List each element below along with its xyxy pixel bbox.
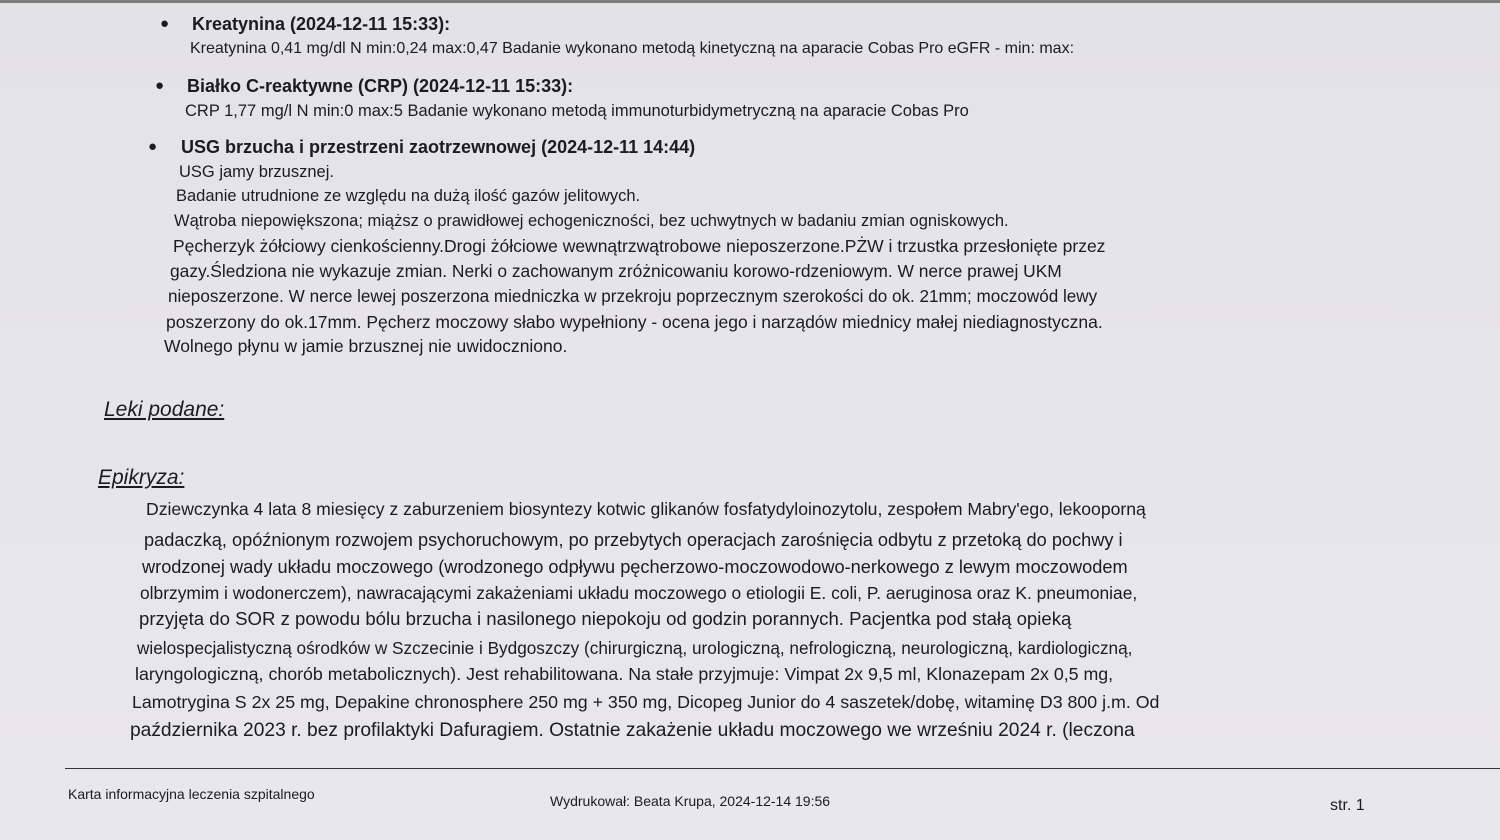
usg-title: USG brzucha i przestrzeni zaotrzewnowej (2024-12-11 14:44) (181, 137, 696, 157)
epikryza-heading: Epikryza: (98, 466, 185, 489)
footer-divider (65, 768, 1500, 769)
lab-detail-kreatynina: Kreatynina 0,41 mg/dl N min:0,24 max:0,47 Badanie wykonano metodą kinetyczną na aparacie Cobas Pro eGFR - min: max: (190, 40, 1075, 57)
lab-title-kreatynina: Kreatynina (2024-12-11 15:33): (192, 14, 451, 34)
lab-title-crp: Białko C-reaktywne (CRP) (2024-12-11 15:33): (187, 76, 574, 96)
epikryza-line: Dziewczynka 4 lata 8 miesięcy z zaburzeniem biosyntezy kotwic glikanów fosfatydyloinozytolu, zespołem Mabry'ego, lekooporną (146, 499, 1146, 519)
usg-line: gazy.Śledziona nie wykazuje zmian. Nerki o zachowanym zróżnicowaniu korowo-rdzeniowym. W nerce prawej UKM (170, 261, 1062, 281)
footer-page-number: str. 1 (1330, 797, 1365, 814)
bullet-icon: ● (148, 138, 158, 155)
epikryza-line: padaczką, opóźnionym rozwojem psychoruchowym, po przebytych operacjach zarośnięcia odbytu z przetoką do pochwy i (144, 530, 1123, 550)
bullet-icon: ● (160, 15, 170, 32)
usg-line: USG jamy brzusznej. (179, 163, 334, 181)
epikryza-line: wielospecjalistyczną ośrodków w Szczecinie i Bydgoszczy (chirurgiczną, urologiczną, nefrologiczną, neurologiczną, kardiologiczną, (137, 638, 1133, 658)
epikryza-line: przyjęta do SOR z powodu bólu brzucha i nasilonego niepokoju od godzin porannych. Pacjentka pod stałą opieką (139, 608, 1072, 629)
epikryza-line: października 2023 r. bez profilaktyki Dafuragiem. Ostatnie zakażenie układu moczowego we wrześniu 2024 r. (leczona (130, 720, 1135, 741)
lab-detail-crp: CRP 1,77 mg/l N min:0 max:5 Badanie wykonano metodą immunoturbidymetryczną na aparacie Cobas Pro (185, 102, 969, 120)
epikryza-line: olbrzymim i wodonerczem), nawracającymi zakażeniami układu moczowego o etiologii E. coli, P. aeruginosa oraz K. pneumoniae, (140, 583, 1138, 603)
usg-line: Badanie utrudnione ze względu na dużą ilość gazów jelitowych. (176, 187, 641, 205)
usg-line: Pęcherzyk żółciowy cienkościenny.Drogi żółciowe wewnątrzwątrobowe nieposzerzone.PŻW i trzustka przesłonięte przez (173, 236, 1106, 256)
page-top-edge (0, 0, 1500, 3)
usg-line: Wątroba niepowiększona; miąższ o prawidłowej echogeniczności, bez uchwytnych w badaniu zmian ogniskowych. (174, 212, 1009, 230)
bullet-icon: ● (155, 77, 165, 94)
footer-printed-by: Wydrukował: Beata Krupa, 2024-12-14 19:56 (550, 793, 831, 809)
usg-line: poszerzony do ok.17mm. Pęcherz moczowy słabo wypełniony - ocena jego i narządów miednicy małej niediagnostyczna. (166, 312, 1103, 332)
epikryza-line: laryngologiczną, chorób metabolicznych). Jest rehabilitowana. Na stałe przyjmuje: Vimpat 2x 9,5 ml, Klonazepam 2x 0,5 mg, (135, 664, 1114, 684)
usg-line: Wolnego płynu w jamie brzusznej nie uwidoczniono. (164, 336, 568, 356)
epikryza-line: wrodzonej wady układu moczowego (wrodzonego odpływu pęcherzowo-moczowodowo-nerkowego z lewym moczowodem (142, 557, 1128, 577)
epikryza-line: Lamotrygina S 2x 25 mg, Depakine chronosphere 250 mg + 350 mg, Dicopeg Junior do 4 saszetek/dobę, witaminę D3 800 j.m. Od (132, 692, 1160, 712)
leki-podane-heading: Leki podane: (104, 398, 225, 421)
usg-line: nieposzerzone. W nerce lewej poszerzona miedniczka w przekroju poprzecznym szerokości do ok. 21mm; moczowód lewy (168, 287, 1098, 306)
footer-document-name: Karta informacyjna leczenia szpitalnego (68, 786, 315, 802)
